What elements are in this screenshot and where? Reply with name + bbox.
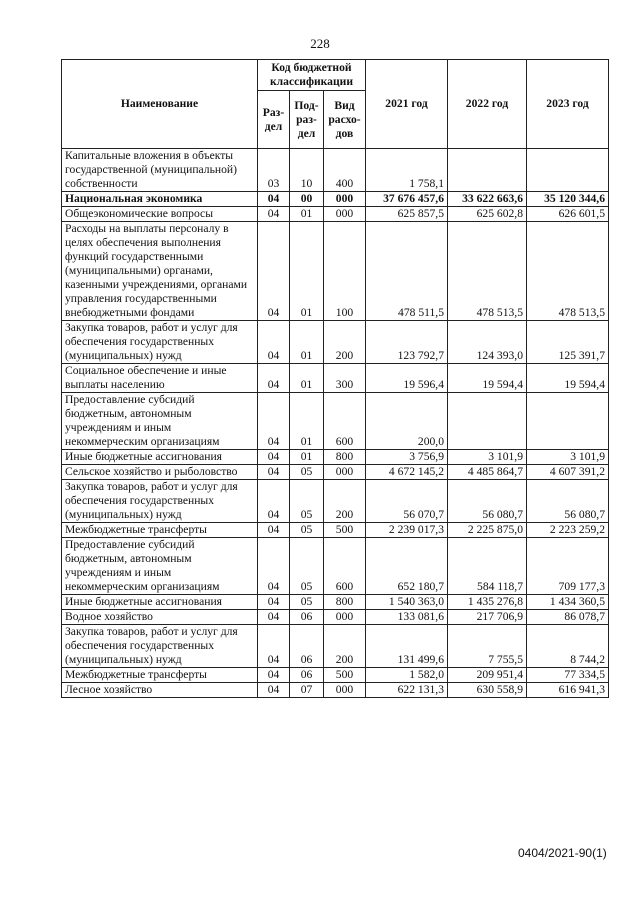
row-vid: 000 xyxy=(324,683,366,698)
row-value-2023: 35 120 344,6 xyxy=(527,192,609,207)
row-value-2021: 478 511,5 xyxy=(366,222,448,321)
row-podrazdel: 01 xyxy=(290,450,324,465)
header-2023: 2023 год xyxy=(527,60,609,149)
row-value-2023: 1 434 360,5 xyxy=(527,595,609,610)
row-value-2021: 133 081,6 xyxy=(366,610,448,625)
header-razdel: Раз- дел xyxy=(258,91,290,149)
row-name: Лесное хозяйство xyxy=(62,683,258,698)
row-name: Капитальные вложения в объекты государственной (муниципальной) собственности xyxy=(62,149,258,192)
row-razdel: 04 xyxy=(258,393,290,450)
row-value-2022: 7 755,5 xyxy=(448,625,527,668)
row-vid: 500 xyxy=(324,523,366,538)
table-row xyxy=(62,523,609,538)
row-razdel: 04 xyxy=(258,538,290,595)
row-value-2021: 1 582,0 xyxy=(366,668,448,683)
row-value-2021: 3 756,9 xyxy=(366,450,448,465)
table-row xyxy=(62,683,609,698)
row-vid: 200 xyxy=(324,625,366,668)
row-razdel: 04 xyxy=(258,450,290,465)
row-razdel: 04 xyxy=(258,465,290,480)
row-podrazdel: 05 xyxy=(290,465,324,480)
table-header xyxy=(62,60,609,149)
row-name: Национальная экономика xyxy=(62,192,258,207)
row-name: Общеэкономические вопросы xyxy=(62,207,258,222)
row-razdel: 04 xyxy=(258,207,290,222)
row-vid: 500 xyxy=(324,668,366,683)
row-podrazdel: 06 xyxy=(290,668,324,683)
row-podrazdel: 05 xyxy=(290,538,324,595)
row-value-2021: 200,0 xyxy=(366,393,448,450)
row-value-2023 xyxy=(527,149,609,192)
table-row xyxy=(62,480,609,523)
row-vid: 300 xyxy=(324,364,366,393)
row-name: Предоставление субсидий бюджетным, автономным учреждениям и иным некоммерческим организациям xyxy=(62,393,258,450)
row-value-2023: 4 607 391,2 xyxy=(527,465,609,480)
row-razdel: 04 xyxy=(258,595,290,610)
row-razdel: 04 xyxy=(258,523,290,538)
document-code: 0404/2021-90(1) xyxy=(518,846,607,860)
row-vid: 000 xyxy=(324,192,366,207)
row-value-2023: 86 078,7 xyxy=(527,610,609,625)
row-name: Расходы на выплаты персоналу в целях обеспечения выполнения функций государственными (муниципальными) органами, казенными учреждениями, органами управления государственными внебюджетными фондами xyxy=(62,222,258,321)
row-vid: 100 xyxy=(324,222,366,321)
row-podrazdel: 06 xyxy=(290,610,324,625)
table-row xyxy=(62,595,609,610)
row-name: Закупка товаров, работ и услуг для обеспечения государственных (муниципальных) нужд xyxy=(62,625,258,668)
table-row xyxy=(62,610,609,625)
row-podrazdel: 01 xyxy=(290,321,324,364)
table-row xyxy=(62,393,609,450)
row-value-2023: 709 177,3 xyxy=(527,538,609,595)
row-value-2022: 217 706,9 xyxy=(448,610,527,625)
row-value-2023 xyxy=(527,393,609,450)
row-vid: 800 xyxy=(324,595,366,610)
table-row xyxy=(62,364,609,393)
row-value-2021: 2 239 017,3 xyxy=(366,523,448,538)
header-podrazdel: Под- раз- дел xyxy=(290,91,324,149)
header-name: Наименование xyxy=(62,60,258,149)
table-row xyxy=(62,450,609,465)
table-row xyxy=(62,465,609,480)
row-value-2022: 625 602,8 xyxy=(448,207,527,222)
row-value-2023: 56 080,7 xyxy=(527,480,609,523)
row-value-2022: 630 558,9 xyxy=(448,683,527,698)
row-podrazdel: 01 xyxy=(290,207,324,222)
page-number: 228 xyxy=(310,36,330,51)
row-name: Закупка товаров, работ и услуг для обеспечения государственных (муниципальных) нужд xyxy=(62,480,258,523)
row-razdel: 04 xyxy=(258,480,290,523)
row-value-2021: 1 758,1 xyxy=(366,149,448,192)
row-name: Межбюджетные трансферты xyxy=(62,668,258,683)
row-razdel: 04 xyxy=(258,625,290,668)
row-value-2021: 131 499,6 xyxy=(366,625,448,668)
row-podrazdel: 01 xyxy=(290,364,324,393)
row-value-2022: 56 080,7 xyxy=(448,480,527,523)
row-value-2021: 56 070,7 xyxy=(366,480,448,523)
row-value-2021: 622 131,3 xyxy=(366,683,448,698)
row-vid: 600 xyxy=(324,393,366,450)
row-podrazdel: 06 xyxy=(290,625,324,668)
row-value-2023: 478 513,5 xyxy=(527,222,609,321)
row-value-2023: 3 101,9 xyxy=(527,450,609,465)
row-value-2023: 19 594,4 xyxy=(527,364,609,393)
row-value-2022: 1 435 276,8 xyxy=(448,595,527,610)
row-value-2021: 625 857,5 xyxy=(366,207,448,222)
budget-table xyxy=(61,59,609,698)
row-value-2023: 616 941,3 xyxy=(527,683,609,698)
header-vid: Вид расхо- дов xyxy=(324,91,366,149)
row-value-2021: 652 180,7 xyxy=(366,538,448,595)
row-name: Предоставление субсидий бюджетным, автономным учреждениям и иным некоммерческим организациям xyxy=(62,538,258,595)
row-podrazdel: 00 xyxy=(290,192,324,207)
row-value-2022: 124 393,0 xyxy=(448,321,527,364)
row-value-2023: 125 391,7 xyxy=(527,321,609,364)
table-row xyxy=(62,192,609,207)
row-name: Социальное обеспечение и иные выплаты населению xyxy=(62,364,258,393)
row-vid: 600 xyxy=(324,538,366,595)
row-value-2021: 123 792,7 xyxy=(366,321,448,364)
row-razdel: 04 xyxy=(258,222,290,321)
row-name: Межбюджетные трансферты xyxy=(62,523,258,538)
row-value-2022: 4 485 864,7 xyxy=(448,465,527,480)
row-podrazdel: 05 xyxy=(290,523,324,538)
row-value-2022 xyxy=(448,393,527,450)
row-value-2022: 584 118,7 xyxy=(448,538,527,595)
row-razdel: 04 xyxy=(258,364,290,393)
row-razdel: 04 xyxy=(258,192,290,207)
row-razdel: 04 xyxy=(258,321,290,364)
row-value-2021: 1 540 363,0 xyxy=(366,595,448,610)
row-name: Водное хозяйство xyxy=(62,610,258,625)
row-razdel: 03 xyxy=(258,149,290,192)
row-podrazdel: 01 xyxy=(290,393,324,450)
row-value-2023: 626 601,5 xyxy=(527,207,609,222)
row-podrazdel: 07 xyxy=(290,683,324,698)
row-podrazdel: 10 xyxy=(290,149,324,192)
table-row xyxy=(62,207,609,222)
row-razdel: 04 xyxy=(258,668,290,683)
row-value-2022: 2 225 875,0 xyxy=(448,523,527,538)
row-value-2022: 209 951,4 xyxy=(448,668,527,683)
row-razdel: 04 xyxy=(258,610,290,625)
row-value-2023: 2 223 259,2 xyxy=(527,523,609,538)
table-row xyxy=(62,222,609,321)
header-2022: 2022 год xyxy=(448,60,527,149)
row-razdel: 04 xyxy=(258,683,290,698)
row-value-2021: 37 676 457,6 xyxy=(366,192,448,207)
row-vid: 200 xyxy=(324,321,366,364)
row-value-2023: 77 334,5 xyxy=(527,668,609,683)
row-value-2022: 19 594,4 xyxy=(448,364,527,393)
row-vid: 000 xyxy=(324,465,366,480)
row-podrazdel: 05 xyxy=(290,480,324,523)
row-value-2022: 3 101,9 xyxy=(448,450,527,465)
row-vid: 800 xyxy=(324,450,366,465)
row-value-2022 xyxy=(448,149,527,192)
row-value-2022: 33 622 663,6 xyxy=(448,192,527,207)
table-body xyxy=(62,149,609,698)
row-value-2021: 4 672 145,2 xyxy=(366,465,448,480)
table-row xyxy=(62,668,609,683)
row-podrazdel: 05 xyxy=(290,595,324,610)
row-name: Сельское хозяйство и рыболовство xyxy=(62,465,258,480)
table-row xyxy=(62,149,609,192)
header-code-group: Код бюджетной классификации xyxy=(258,60,366,91)
table-row xyxy=(62,538,609,595)
row-value-2022: 478 513,5 xyxy=(448,222,527,321)
table-row xyxy=(62,625,609,668)
row-vid: 200 xyxy=(324,480,366,523)
row-podrazdel: 01 xyxy=(290,222,324,321)
table-row xyxy=(62,321,609,364)
row-vid: 000 xyxy=(324,207,366,222)
row-name: Иные бюджетные ассигнования xyxy=(62,595,258,610)
row-value-2023: 8 744,2 xyxy=(527,625,609,668)
row-name: Иные бюджетные ассигнования xyxy=(62,450,258,465)
row-name: Закупка товаров, работ и услуг для обеспечения государственных (муниципальных) нужд xyxy=(62,321,258,364)
row-vid: 400 xyxy=(324,149,366,192)
header-2021: 2021 год xyxy=(366,60,448,149)
row-vid: 000 xyxy=(324,610,366,625)
row-value-2021: 19 596,4 xyxy=(366,364,448,393)
